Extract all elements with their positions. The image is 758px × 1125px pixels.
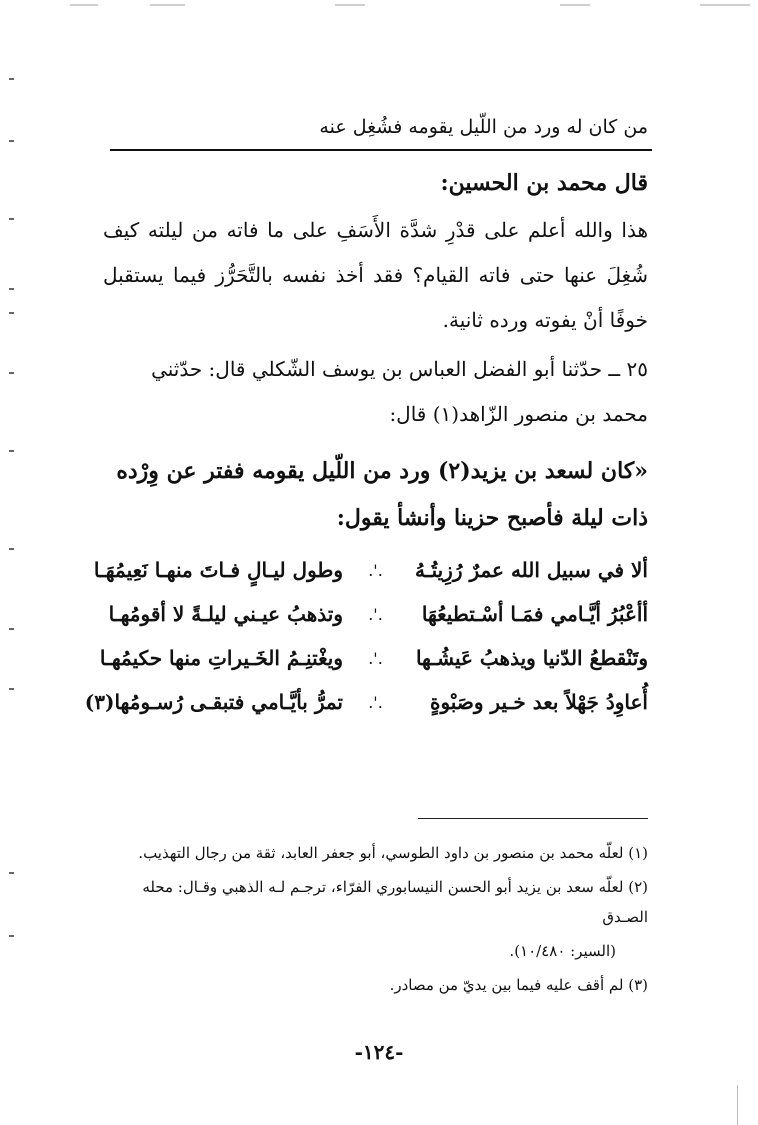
poem: [84, 548, 648, 724]
scan-artifact: [70, 4, 98, 6]
margin-mark: [9, 450, 14, 452]
verse-separator: .'.: [368, 604, 383, 624]
footnote-3: (٣) لم أقف عليه فيما بين يديّ من مصادر.: [389, 976, 648, 994]
verse-first-hemistich: وتَنْقطعُ الدّنيا ويذهبُ عَيشُـها: [415, 646, 648, 670]
header-rule: [110, 149, 652, 151]
poem-verse: [103, 592, 648, 636]
poem-verse: [99, 636, 648, 680]
margin-mark: [9, 548, 14, 550]
verse-separator: .'.: [368, 560, 383, 580]
verse-first-hemistich: ألا في سبيل الله عمرٌ رُزِيتُـهُ: [414, 558, 648, 582]
scan-edge: [737, 1085, 738, 1125]
poem-verse: [84, 680, 648, 724]
margin-mark: [9, 688, 14, 690]
verse-separator: .'.: [368, 692, 383, 712]
footnote-1: (١) لعلّه محمد بن منصور بن داود الطوسي، أبو جعفر العابد، ثقة من رجال التهذيب.: [138, 844, 648, 862]
footnotes: [103, 838, 648, 1004]
margin-mark: [9, 628, 14, 630]
footnote-rule: [418, 818, 648, 819]
page-number: -١٢٤-: [354, 1040, 404, 1064]
margin-mark: [9, 372, 14, 374]
margin-mark: [9, 218, 14, 220]
verse-first-hemistich: أُعاوِدُ جَهْلاً بعد خـير وصَبْوةٍ: [429, 690, 648, 714]
footnote-2: (٢) لعلّه سعد بن يزيد أبو الحسن النيسابوري الفرّاء، ترجـم لـه الذهبي وقـال: محله الصـدق: [142, 878, 648, 926]
verse-second-hemistich: تمرُّ بأيَّـامي فتبقـى رُسـومُها(٣): [84, 690, 343, 714]
margin-mark: [9, 312, 14, 314]
verse-second-hemistich: ويغْتنِـمُ الخَـيراتِ منها حكيمُهـا: [99, 646, 343, 670]
scan-artifact: [335, 4, 365, 6]
scan-artifact: [150, 4, 185, 6]
margin-mark: [9, 872, 14, 874]
poem-verse: [93, 548, 648, 592]
margin-mark: [9, 78, 14, 80]
verse-first-hemistich: أأعْبُرُ أيَّـامي فمَـا أسْـتطيعُهَا: [421, 602, 648, 626]
section-heading: قال محمد بن الحسين:: [440, 170, 648, 196]
running-head: من كان له ورد من اللّيل يقومه فشُغِل عنه: [319, 116, 648, 138]
quote-paragraph: «كان لسعد بن يزيد(٢) ورد من اللّيل يقومه ففتر عن وِرْده ذات ليلة فأصبح حزينا وأنشأ يقول:: [116, 458, 648, 531]
scan-artifact: [560, 4, 590, 6]
verse-second-hemistich: وتذهبُ عيـني ليلـةً لا أقومُهـا: [108, 602, 343, 626]
footnote-2-continuation: (السير: ١٠/٤٨٠).: [509, 942, 616, 960]
paragraph-commentary: هذا والله أعلم على قدْرِ شدَّة الأَسَفِ على ما فاته من ليلته كيف شُغِلَ عنها حتى فاته القيام؟ فقد أخذ نفسه بالتَّحَرُّز فيما يستقبل خوفًا أنْ يفوته ورده ثانية.: [103, 218, 648, 332]
margin-mark: [9, 140, 14, 142]
paragraph-narration: ٢٥ ــ حدّثنا أبو الفضل العباس بن يوسف الشّكلي قال: حدّثني محمد بن منصور الزّاهد(١) قال:: [151, 357, 648, 426]
verse-separator: .'.: [368, 648, 383, 668]
margin-mark: [9, 935, 14, 937]
margin-mark: [9, 288, 14, 290]
verse-second-hemistich: وطول ليـالٍ فـاتَ منهـا نَعِيمُهَـا: [93, 558, 343, 582]
scan-artifact: [700, 4, 750, 6]
